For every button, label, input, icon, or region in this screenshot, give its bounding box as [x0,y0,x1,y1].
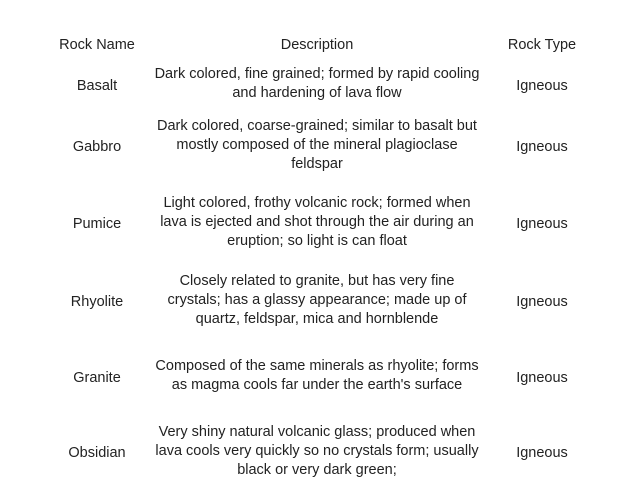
rock-table [47,29,597,479]
header-rock-name: Rock Name [59,36,135,53]
rock-type-cell: Igneous [516,369,568,386]
rock-name-cell: Obsidian [68,444,126,461]
table-header-row [47,29,597,61]
rock-name-cell: Basalt [76,77,118,94]
rock-description-cell: Light colored, frothy volcanic rock; formed when lava is ejected and shot through the air during an eruption; so light is can float [160,195,474,249]
table-row [47,413,597,479]
header-description: Description [280,36,354,53]
table-row [47,184,597,261]
table-row [47,261,597,339]
rock-type-cell: Igneous [516,216,568,232]
table-row [47,107,597,184]
rock-name-cell: Granite [73,369,121,386]
rock-description-cell: Very shiny natural volcanic glass; produced when lava cools very quickly so no crystals form; usually black or very dark green; [155,423,479,478]
rock-description-cell: Dark colored, coarse-grained; similar to basalt but mostly composed of the mineral plagioclase feldspar [157,118,477,172]
rock-type-cell: Igneous [516,444,568,461]
rock-type-cell: Igneous [516,77,568,94]
table-row [47,61,597,107]
rock-name-cell: Rhyolite [70,293,124,310]
rock-type-cell: Igneous [516,139,568,155]
rock-description-cell: Closely related to granite, but has very fine crystals; has a glassy appearance; made up of quartz, feldspar, mica and hornblende [167,272,467,327]
rock-type-cell: Igneous [516,293,568,310]
rock-description-cell: Dark colored, fine grained; formed by rapid cooling and hardening of lava flow [154,66,480,101]
rock-name-cell: Pumice [72,216,122,232]
rock-description-cell: Composed of the same minerals as rhyolite; forms as magma cools far under the earth's surface [155,358,479,393]
header-rock-type: Rock Type [507,36,577,53]
table-row [47,339,597,413]
rock-name-cell: Gabbro [72,139,122,155]
